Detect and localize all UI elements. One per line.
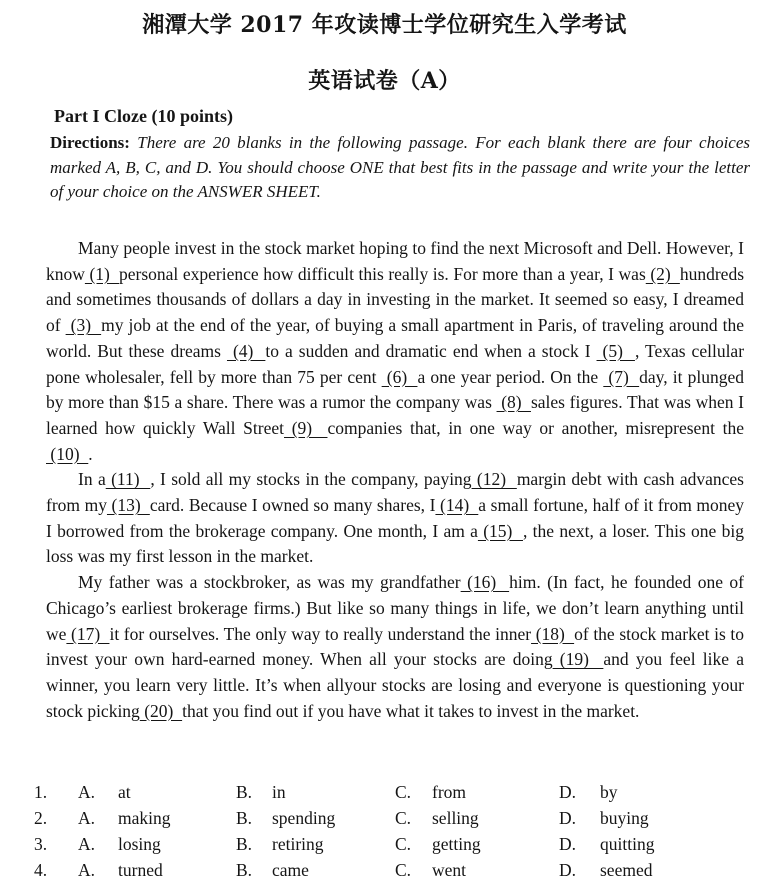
- blank-13: (13): [106, 495, 150, 516]
- option-letter: A.: [78, 860, 96, 880]
- option-text: spending: [272, 808, 336, 828]
- option-text: turned: [118, 860, 163, 880]
- option-text: at: [118, 782, 131, 802]
- question-row: [34, 782, 754, 807]
- blank-6: (6): [381, 366, 418, 387]
- option-letter: D.: [559, 782, 577, 802]
- blank-20: (20): [139, 700, 183, 721]
- paper-subtitle: 英语试卷（A）: [308, 68, 461, 94]
- passage-paragraph: My father was a stockbroker, as was my grandfather (16) him. (In fact, he founded one of Chicago’s earliest brokerage firms.) But like so many things in life, we don’t learn anything until we (17) it for ourselves. The only way to really understand the inner (18) of the stock market is to invest your own hard-earned money. When all your stocks are doing (19) and you feel like a winner, you learn very little. It’s when allyour stocks are losing and everyone is questioning your stock picking (20) that you find out if you have what it takes to invest in the market.: [46, 572, 745, 721]
- blank-3: (3): [65, 315, 102, 336]
- question-number: 2.: [34, 808, 48, 828]
- section-heading: Part I Cloze (10 points): [54, 106, 233, 126]
- blank-16: (16): [460, 572, 510, 593]
- blank-2: (2): [645, 263, 680, 284]
- option-letter: C.: [395, 782, 412, 802]
- blank-1: (1): [84, 263, 119, 284]
- option-letter: C.: [395, 808, 412, 828]
- blank-18: (18): [531, 623, 575, 644]
- option-text: losing: [118, 834, 161, 854]
- blank-12: (12): [471, 469, 517, 490]
- directions: [50, 131, 750, 205]
- cloze-passage: [46, 236, 744, 724]
- option-text: quitting: [600, 834, 655, 854]
- option-text: making: [118, 808, 171, 828]
- option-letter: B.: [236, 808, 253, 828]
- option-text: getting: [432, 834, 481, 854]
- blank-10: (10): [46, 443, 89, 464]
- option-letter: B.: [236, 834, 253, 854]
- blank-17: (17): [66, 623, 110, 644]
- blank-4: (4): [226, 340, 266, 361]
- option-text: selling: [432, 808, 479, 828]
- blank-9: (9): [284, 417, 328, 438]
- blank-15: (15): [477, 520, 523, 541]
- option-letter: B.: [236, 782, 253, 802]
- option-letter: C.: [395, 860, 412, 880]
- option-text: buying: [600, 808, 649, 828]
- option-text: seemed: [600, 860, 653, 880]
- question-row: [34, 860, 754, 885]
- option-text: by: [600, 782, 618, 802]
- directions-label: Directions:: [50, 133, 130, 152]
- option-letter: A.: [78, 808, 96, 828]
- question-row: [34, 808, 754, 833]
- passage-paragraph: Many people invest in the stock market hoping to find the next Microsoft and Dell. However, I know (1) personal experience how difficult this really is. For more than a year, I was (2) hundreds and sometimes thousands of dollars a day in investing in the market. It seemed so easy, I dreamed of (3) my job at the end of the year, of buying a small apartment in Paris, of traveling around the world. But these dreams (4) to a sudden and dramatic end when a stock I (5) , Texas cellular pone wholesaler, fell by more than 75 per cent (6) a one year period. On the (7) day, it plunged by more than $15 a share. There was a rumor the company was (8) sales figures. That was when I learned how quickly Wall Street (9) companies that, in one way or another, misrepresent the (10) .: [46, 238, 745, 464]
- directions-text: There are 20 blanks in the following passage. For each blank there are four choices marked A, B, C, and D. You should choose ONE that best fits in the passage and write your the letter of your choice on the ANSWER SHEET.: [50, 133, 751, 201]
- option-text: came: [272, 860, 309, 880]
- blank-14: (14): [435, 495, 479, 516]
- option-letter: D.: [559, 860, 577, 880]
- blank-19: (19): [552, 649, 604, 670]
- option-text: from: [432, 782, 467, 802]
- option-letter: A.: [78, 782, 96, 802]
- blank-8: (8): [496, 392, 531, 413]
- option-letter: C.: [395, 834, 412, 854]
- blank-11: (11): [105, 469, 151, 490]
- question-number: 3.: [34, 834, 48, 854]
- option-letter: B.: [236, 860, 253, 880]
- question-row: [34, 834, 754, 859]
- option-letter: A.: [78, 834, 96, 854]
- option-text: went: [432, 860, 467, 880]
- blank-7: (7): [603, 366, 640, 387]
- question-number: 1.: [34, 782, 48, 802]
- option-letter: D.: [559, 808, 577, 828]
- blank-5: (5): [596, 340, 635, 361]
- option-text: retiring: [272, 834, 324, 854]
- question-number: 4.: [34, 860, 48, 880]
- exam-title: 湘潭大学 2017 年攻读博士学位研究生入学考试: [142, 12, 627, 38]
- passage-paragraph: In a (11) , I sold all my stocks in the company, paying (12) margin debt with cash advances from my (13) card. Because I owned so many shares, I (14) a small fortune, half of it from money I borrowed from the brokerage company. One month, I am a (15) , the next, a loser. This one big loss was my first lesson in the market.: [46, 469, 745, 567]
- option-text: in: [272, 782, 286, 802]
- option-letter: D.: [559, 834, 577, 854]
